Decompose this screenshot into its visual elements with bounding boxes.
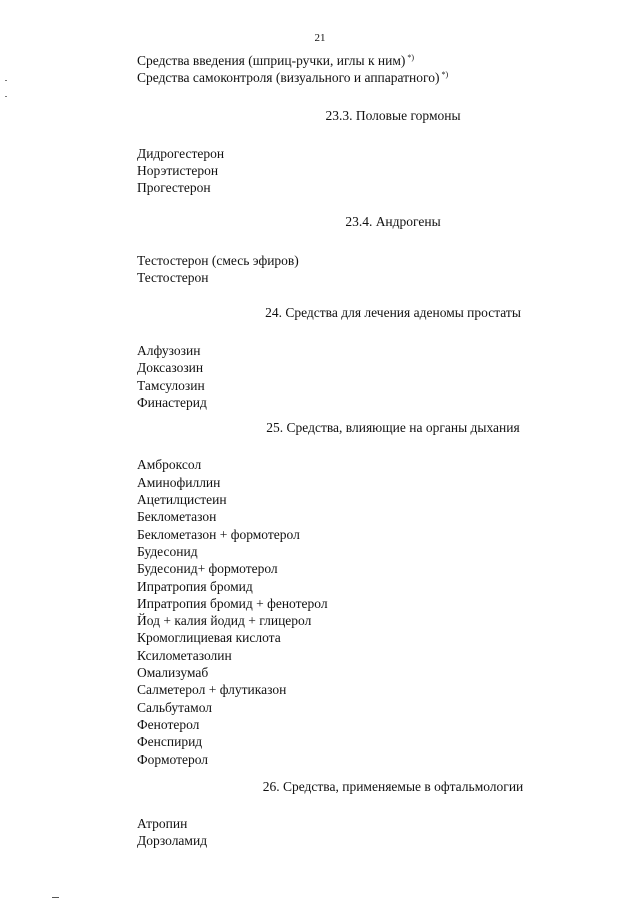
section-heading: 24. Средства для лечения аденомы простаты [265,304,521,320]
footnote-marker: *) [441,69,449,79]
page-content [137,52,557,850]
intro-line [137,69,557,86]
list-item: Омализумаб [137,665,209,681]
list-item: Ипратропия бромид [137,578,253,594]
section-heading: 23.3. Половые гормоны [325,107,461,123]
list-item: Сальбутамол [137,699,213,715]
list-item: Доксазозин [137,360,204,376]
list-item: Фенотерол [137,716,200,732]
intro-line-text: Средства введения (шприц-ручки, иглы к ним) [137,53,406,68]
list-item: Финастерид [137,394,207,410]
list-item: Алфузозин [137,342,201,358]
page-number: 21 [314,32,326,44]
margin-mark [5,80,7,81]
list-item: Беклометазон + формотерол [137,526,300,542]
list-item: Аминофиллин [137,474,221,490]
list-item: Кромоглициевая кислота [137,630,281,646]
list-item: Тестостерон (смесь эфиров) [137,253,299,269]
list-item: Будесонид [137,543,198,559]
list-item: Формотерол [137,751,209,767]
list-item: Ипратропия бромид + фенотерол [137,595,328,611]
list-item: Салметерол + флутиказон [137,682,287,698]
section-heading: 25. Средства, влияющие на органы дыхания [266,420,520,436]
list-item: Ксилометазолин [137,647,232,663]
list-item: Тамсулозин [137,377,205,393]
list-item: Дорзоламид [137,833,208,849]
section-heading: 23.4. Андрогены [345,213,441,229]
drug-list [137,815,557,850]
list-item: Фенспирид [137,734,203,750]
list-item: Ацетилцистеин [137,492,227,508]
list-item: Дидрогестерон [137,145,225,161]
drug-list [137,145,557,197]
intro-line-text: Средства самоконтроля (визуального и аппаратного) [137,70,440,86]
list-item: Тестостерон [137,270,209,286]
list-item: Будесонид+ формотерол [137,561,278,577]
margin-mark [5,96,7,97]
list-item: Беклометазон [137,509,217,525]
footnote-marker: *) [407,52,415,62]
page-edge-mark [52,897,59,898]
section-heading: 26. Средства, применяемые в офтальмологии [262,778,524,794]
list-item: Прогестерон [137,180,211,196]
list-item: Амброксол [137,457,202,473]
intro-line [137,52,557,69]
drug-list [137,456,557,767]
drug-list [137,252,557,287]
drug-list [137,342,557,411]
list-item: Норэтистерон [137,163,219,179]
list-item: Атропин [137,816,188,832]
list-item: Йод + калия йодид + глицерол [137,613,312,629]
